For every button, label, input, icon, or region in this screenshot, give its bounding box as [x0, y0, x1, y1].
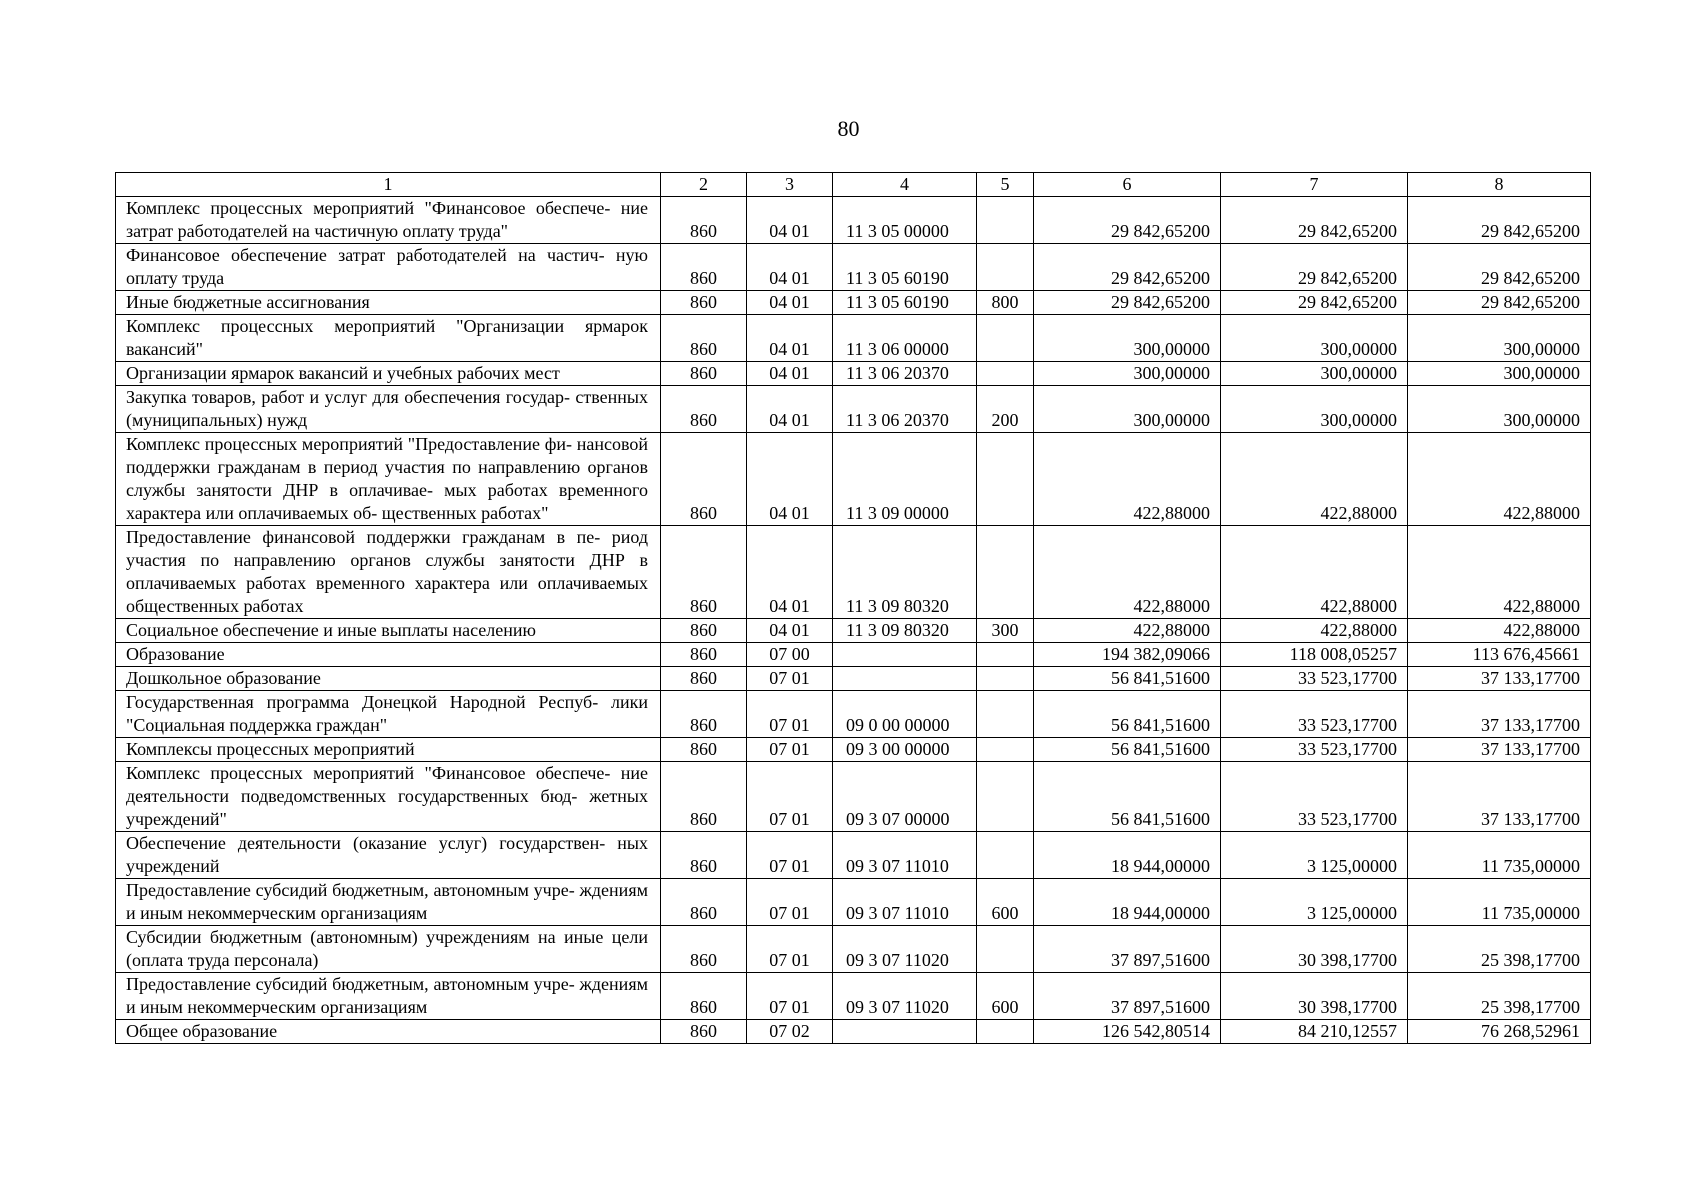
page-number: 80	[837, 116, 860, 141]
amount-col-8: 25 398,17700	[1408, 926, 1591, 973]
amount-col-7: 300,00000	[1221, 315, 1408, 362]
table-row	[116, 1020, 1591, 1044]
amount-col-7: 29 842,65200	[1221, 291, 1408, 315]
table-row	[116, 244, 1591, 291]
amount-col-8: 37 133,17700	[1408, 667, 1591, 691]
admin-code: 860	[661, 386, 747, 433]
amount-col-8: 37 133,17700	[1408, 691, 1591, 738]
section-code: 07 01	[747, 832, 833, 879]
row-name: Предоставление субсидий бюджетным, автономным учре- ждениям и иным некоммерческим организациям	[116, 879, 661, 926]
expense-type-code	[977, 926, 1034, 973]
header-cell: 2	[661, 173, 747, 197]
amount-col-8: 422,88000	[1408, 526, 1591, 619]
header-cell: 7	[1221, 173, 1408, 197]
row-name: Организации ярмарок вакансий и учебных рабочих мест	[116, 362, 661, 386]
header-cell: 6	[1034, 173, 1221, 197]
amount-col-6: 300,00000	[1034, 386, 1221, 433]
target-article-code	[833, 643, 977, 667]
section-code: 04 01	[747, 619, 833, 643]
row-name: Комплекс процессных мероприятий "Предоставление фи- нансовой поддержки гражданам в период участия по направлению органов службы занятости ДНР в оплачивае- мых работах временного характера или оплачиваемых об- щественных работах"	[116, 433, 661, 526]
header-cell: 4	[833, 173, 977, 197]
amount-col-8: 300,00000	[1408, 362, 1591, 386]
admin-code: 860	[661, 926, 747, 973]
target-article-code: 09 0 00 00000	[833, 691, 977, 738]
amount-col-7: 33 523,17700	[1221, 691, 1408, 738]
table-row	[116, 619, 1591, 643]
table-row	[116, 738, 1591, 762]
section-code: 07 01	[747, 973, 833, 1020]
amount-col-7: 33 523,17700	[1221, 738, 1408, 762]
amount-col-6: 126 542,80514	[1034, 1020, 1221, 1044]
admin-code: 860	[661, 197, 747, 244]
row-name: Общее образование	[116, 1020, 661, 1044]
amount-col-8: 29 842,65200	[1408, 244, 1591, 291]
target-article-code: 11 3 06 00000	[833, 315, 977, 362]
admin-code: 860	[661, 526, 747, 619]
admin-code: 860	[661, 973, 747, 1020]
amount-col-7: 30 398,17700	[1221, 926, 1408, 973]
target-article-code: 11 3 05 00000	[833, 197, 977, 244]
amount-col-7: 422,88000	[1221, 526, 1408, 619]
admin-code: 860	[661, 643, 747, 667]
table-row	[116, 362, 1591, 386]
header-cell: 1	[116, 173, 661, 197]
section-code: 07 01	[747, 738, 833, 762]
row-name: Комплекс процессных мероприятий "Организации ярмарок вакансий"	[116, 315, 661, 362]
header-cell: 8	[1408, 173, 1591, 197]
expense-type-code	[977, 362, 1034, 386]
admin-code: 860	[661, 619, 747, 643]
target-article-code: 09 3 07 00000	[833, 762, 977, 832]
amount-col-8: 113 676,45661	[1408, 643, 1591, 667]
admin-code: 860	[661, 1020, 747, 1044]
amount-col-8: 29 842,65200	[1408, 197, 1591, 244]
row-name: Образование	[116, 643, 661, 667]
expense-type-code	[977, 526, 1034, 619]
row-name: Государственная программа Донецкой Народной Респуб- лики "Социальная поддержка граждан"	[116, 691, 661, 738]
target-article-code: 11 3 09 00000	[833, 433, 977, 526]
amount-col-6: 18 944,00000	[1034, 879, 1221, 926]
amount-col-7: 422,88000	[1221, 433, 1408, 526]
expense-type-code	[977, 315, 1034, 362]
target-article-code	[833, 1020, 977, 1044]
table-row	[116, 643, 1591, 667]
amount-col-6: 300,00000	[1034, 315, 1221, 362]
row-name: Социальное обеспечение и иные выплаты населению	[116, 619, 661, 643]
target-article-code: 09 3 07 11010	[833, 832, 977, 879]
row-name: Комплексы процессных мероприятий	[116, 738, 661, 762]
amount-col-7: 29 842,65200	[1221, 244, 1408, 291]
target-article-code: 09 3 00 00000	[833, 738, 977, 762]
section-code: 04 01	[747, 315, 833, 362]
expense-type-code: 300	[977, 619, 1034, 643]
amount-col-8: 300,00000	[1408, 315, 1591, 362]
target-article-code: 09 3 07 11010	[833, 879, 977, 926]
amount-col-8: 422,88000	[1408, 619, 1591, 643]
amount-col-6: 56 841,51600	[1034, 667, 1221, 691]
expense-type-code: 600	[977, 973, 1034, 1020]
section-code: 04 01	[747, 244, 833, 291]
table-row	[116, 832, 1591, 879]
target-article-code: 11 3 05 60190	[833, 291, 977, 315]
amount-col-8: 76 268,52961	[1408, 1020, 1591, 1044]
amount-col-6: 37 897,51600	[1034, 926, 1221, 973]
amount-col-7: 3 125,00000	[1221, 879, 1408, 926]
header-cell: 3	[747, 173, 833, 197]
section-code: 07 01	[747, 879, 833, 926]
row-name: Предоставление финансовой поддержки гражданам в пе- риод участия по направлению органов службы занятости ДНР в оплачиваемых работах временного характера или оплачиваемых общественных работах	[116, 526, 661, 619]
table-row	[116, 973, 1591, 1020]
table-row	[116, 315, 1591, 362]
amount-col-7: 30 398,17700	[1221, 973, 1408, 1020]
target-article-code: 09 3 07 11020	[833, 926, 977, 973]
table-row	[116, 526, 1591, 619]
admin-code: 860	[661, 291, 747, 315]
section-code: 07 00	[747, 643, 833, 667]
section-code: 04 01	[747, 526, 833, 619]
target-article-code: 11 3 09 80320	[833, 619, 977, 643]
expense-type-code	[977, 691, 1034, 738]
amount-col-8: 37 133,17700	[1408, 762, 1591, 832]
admin-code: 860	[661, 738, 747, 762]
admin-code: 860	[661, 362, 747, 386]
table-row	[116, 197, 1591, 244]
expense-type-code: 800	[977, 291, 1034, 315]
amount-col-8: 300,00000	[1408, 386, 1591, 433]
row-name: Предоставление субсидий бюджетным, автономным учре- ждениям и иным некоммерческим организациям	[116, 973, 661, 1020]
section-code: 07 01	[747, 667, 833, 691]
amount-col-7: 84 210,12557	[1221, 1020, 1408, 1044]
expense-type-code	[977, 197, 1034, 244]
expense-type-code	[977, 643, 1034, 667]
expense-type-code	[977, 1020, 1034, 1044]
amount-col-8: 25 398,17700	[1408, 973, 1591, 1020]
amount-col-8: 422,88000	[1408, 433, 1591, 526]
amount-col-8: 11 735,00000	[1408, 879, 1591, 926]
row-name: Обеспечение деятельности (оказание услуг) государствен- ных учреждений	[116, 832, 661, 879]
table-row	[116, 879, 1591, 926]
amount-col-6: 300,00000	[1034, 362, 1221, 386]
row-name: Комплекс процессных мероприятий "Финансовое обеспече- ние затрат работодателей на частичную оплату труда"	[116, 197, 661, 244]
table-row	[116, 291, 1591, 315]
header-cell: 5	[977, 173, 1034, 197]
admin-code: 860	[661, 667, 747, 691]
target-article-code: 11 3 06 20370	[833, 386, 977, 433]
expense-type-code	[977, 832, 1034, 879]
table-row	[116, 691, 1591, 738]
target-article-code: 11 3 09 80320	[833, 526, 977, 619]
section-code: 04 01	[747, 362, 833, 386]
expense-type-code	[977, 667, 1034, 691]
amount-col-6: 194 382,09066	[1034, 643, 1221, 667]
amount-col-8: 11 735,00000	[1408, 832, 1591, 879]
table-row	[116, 667, 1591, 691]
section-code: 04 01	[747, 433, 833, 526]
section-code: 04 01	[747, 386, 833, 433]
amount-col-6: 56 841,51600	[1034, 691, 1221, 738]
admin-code: 860	[661, 691, 747, 738]
expense-type-code	[977, 762, 1034, 832]
section-code: 04 01	[747, 197, 833, 244]
amount-col-7: 300,00000	[1221, 386, 1408, 433]
row-name: Закупка товаров, работ и услуг для обеспечения государ- ственных (муниципальных) нужд	[116, 386, 661, 433]
expense-type-code	[977, 433, 1034, 526]
amount-col-7: 422,88000	[1221, 619, 1408, 643]
table-row	[116, 926, 1591, 973]
amount-col-7: 118 008,05257	[1221, 643, 1408, 667]
target-article-code: 09 3 07 11020	[833, 973, 977, 1020]
section-code: 07 01	[747, 762, 833, 832]
amount-col-6: 29 842,65200	[1034, 291, 1221, 315]
admin-code: 860	[661, 832, 747, 879]
section-code: 07 01	[747, 691, 833, 738]
amount-col-6: 18 944,00000	[1034, 832, 1221, 879]
expense-type-code: 200	[977, 386, 1034, 433]
row-name: Иные бюджетные ассигнования	[116, 291, 661, 315]
target-article-code: 11 3 05 60190	[833, 244, 977, 291]
amount-col-8: 37 133,17700	[1408, 738, 1591, 762]
amount-col-7: 3 125,00000	[1221, 832, 1408, 879]
row-name: Комплекс процессных мероприятий "Финансовое обеспече- ние деятельности подведомственных государственных бюд- жетных учреждений"	[116, 762, 661, 832]
table-row	[116, 386, 1591, 433]
amount-col-8: 29 842,65200	[1408, 291, 1591, 315]
table-row	[116, 433, 1591, 526]
amount-col-6: 56 841,51600	[1034, 738, 1221, 762]
amount-col-7: 29 842,65200	[1221, 197, 1408, 244]
amount-col-7: 33 523,17700	[1221, 667, 1408, 691]
column-number-header	[116, 173, 1591, 197]
amount-col-6: 422,88000	[1034, 433, 1221, 526]
row-name: Субсидии бюджетным (автономным) учреждениям на иные цели (оплата труда персонала)	[116, 926, 661, 973]
target-article-code: 11 3 06 20370	[833, 362, 977, 386]
target-article-code	[833, 667, 977, 691]
section-code: 07 01	[747, 926, 833, 973]
expense-type-code	[977, 244, 1034, 291]
amount-col-6: 37 897,51600	[1034, 973, 1221, 1020]
admin-code: 860	[661, 879, 747, 926]
row-name: Финансовое обеспечение затрат работодателей на частич- ную оплату труда	[116, 244, 661, 291]
section-code: 07 02	[747, 1020, 833, 1044]
admin-code: 860	[661, 762, 747, 832]
section-code: 04 01	[747, 291, 833, 315]
admin-code: 860	[661, 433, 747, 526]
amount-col-6: 56 841,51600	[1034, 762, 1221, 832]
amount-col-7: 300,00000	[1221, 362, 1408, 386]
amount-col-6: 422,88000	[1034, 526, 1221, 619]
admin-code: 860	[661, 244, 747, 291]
expense-type-code	[977, 738, 1034, 762]
amount-col-6: 29 842,65200	[1034, 244, 1221, 291]
expense-type-code: 600	[977, 879, 1034, 926]
table-row	[116, 762, 1591, 832]
budget-table	[115, 172, 1591, 1044]
amount-col-7: 33 523,17700	[1221, 762, 1408, 832]
amount-col-6: 422,88000	[1034, 619, 1221, 643]
admin-code: 860	[661, 315, 747, 362]
row-name: Дошкольное образование	[116, 667, 661, 691]
amount-col-6: 29 842,65200	[1034, 197, 1221, 244]
